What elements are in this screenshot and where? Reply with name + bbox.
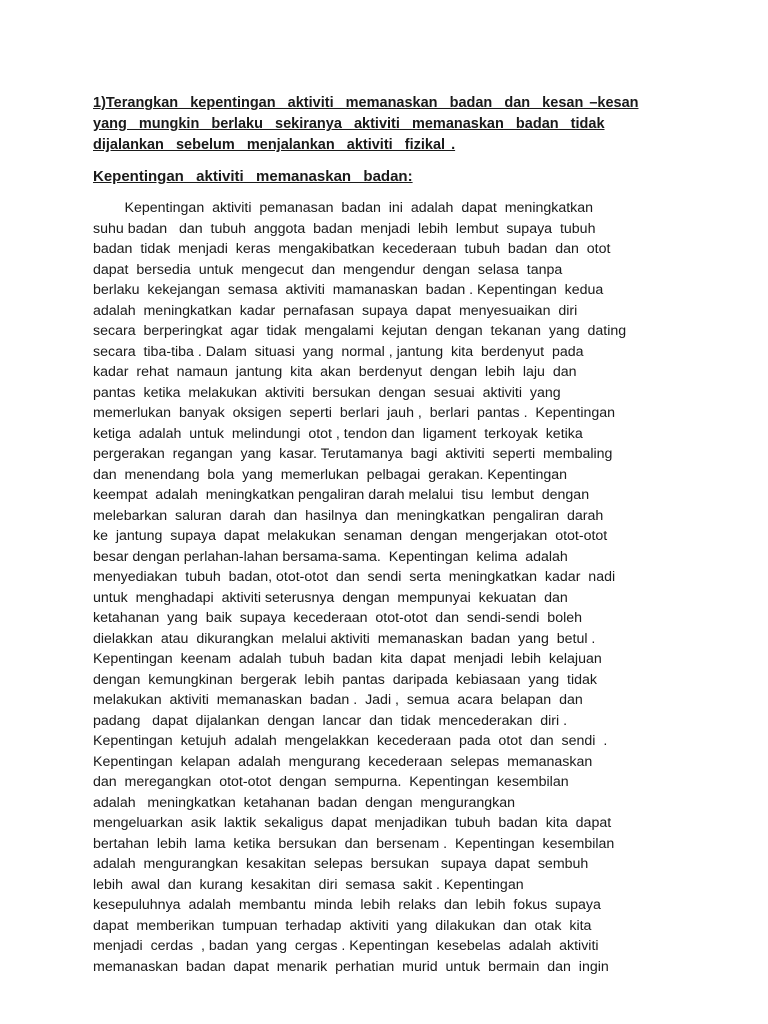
paragraph-line: Kepentingan aktiviti pemanasan badan ini adalah dapat meningkatkan xyxy=(93,200,594,216)
paragraph-line: Kepentingan ketujuh adalah mengelakkan kecederaan pada otot dan sendi . xyxy=(93,733,608,749)
paragraph-line: dan meregangkan otot-otot dengan sempurna. Kepentingan kesembilan xyxy=(93,774,569,790)
paragraph-line: ketiga adalah untuk melindungi otot , tendon dan ligament terkoyak ketika xyxy=(93,425,583,442)
paragraph-line: dan menendang bola yang memerlukan pelbagai gerakan. Kepentingan xyxy=(93,466,568,483)
paragraph-line: dielakkan atau dikurangkan melalui aktiviti memanaskan badan yang betul . xyxy=(93,630,596,647)
paragraph-line: adalah mengurangkan kesakitan selepas bersukan supaya dapat sembuh xyxy=(93,856,589,872)
paragraph-line: kesepuluhnya adalah membantu minda lebih relaks dan lebih fokus supaya xyxy=(93,897,601,913)
paragraph-line: padang dapat dijalankan dengan lancar dan tidak mencederakan diri . xyxy=(93,712,568,729)
paragraph-line: untuk menghadapi aktiviti seterusnya dengan mempunyai kekuatan dan xyxy=(93,589,568,606)
question-line: yang mungkin berlaku sekiranya aktiviti memanaskan badan tidak xyxy=(93,116,605,132)
paragraph-line: adalah meningkatkan kadar pernafasan supaya dapat menyesuaikan diri xyxy=(93,302,578,319)
paragraph-line: memerlukan banyak oksigen seperti berlari jauh , berlari pantas . Kepentingan xyxy=(93,405,616,421)
paragraph-line: besar dengan perlahan-lahan bersama-sama. Kepentingan kelima adalah xyxy=(93,548,568,565)
paragraph-line: pantas ketika melakukan aktiviti bersukan dengan sesuai aktiviti yang xyxy=(93,384,561,401)
paragraph-line: keempat adalah meningkatkan pengaliran darah melalui tisu lembut dengan xyxy=(93,487,590,503)
paragraph-line: dapat bersedia untuk mengecut dan mengendur dengan selasa tanpa xyxy=(93,261,563,278)
paragraph-line: berlaku kekejangan semasa aktiviti mamanaskan badan . Kepentingan kedua xyxy=(93,282,604,298)
body-paragraph xyxy=(93,198,683,977)
section-subheading: Kepentingan aktiviti memanaskan badan: xyxy=(93,168,413,185)
paragraph-line: menyediakan tubuh badan, otot-otot dan sendi serta meningkatkan kadar nadi xyxy=(93,569,616,585)
paragraph-line: Kepentingan keenam adalah tubuh badan kita dapat menjadi lebih kelajuan xyxy=(93,651,602,667)
paragraph-line: memanaskan badan dapat menarik perhatian murid untuk bermain dan ingin xyxy=(93,958,609,975)
paragraph-line: lebih awal dan kurang kesakitan diri semasa sakit . Kepentingan xyxy=(93,876,524,893)
paragraph-line: melakukan aktiviti memanaskan badan . Jadi , semua acara belapan dan xyxy=(93,692,583,708)
paragraph-line: dapat memberikan tumpuan terhadap aktiviti yang dilakukan dan otak kita xyxy=(93,917,592,934)
paragraph-line: ke jantung supaya dapat melakukan senaman dengan mengerjakan otot-otot xyxy=(93,528,608,544)
paragraph-line: dengan kemungkinan bergerak lebih pantas daripada kebiasaan yang tidak xyxy=(93,671,598,688)
paragraph-line: suhu badan dan tubuh anggota badan menjadi lebih lembut supaya tubuh xyxy=(93,220,596,237)
paragraph-line: Kepentingan kelapan adalah mengurang kecederaan selepas memanaskan xyxy=(93,753,593,770)
paragraph-line: melebarkan saluran darah dan hasilnya dan meningkatkan pengaliran darah xyxy=(93,507,604,524)
paragraph-line: mengeluarkan asik laktik sekaligus dapat menjadikan tubuh badan kita dapat xyxy=(93,815,612,831)
paragraph-line: secara berperingkat agar tidak mengalami kejutan dengan tekanan yang dating xyxy=(93,323,627,339)
paragraph-line: secara tiba-tiba . Dalam situasi yang normal , jantung kita berdenyut pada xyxy=(93,343,584,360)
paragraph-line: badan tidak menjadi keras mengakibatkan kecederaan tubuh badan dan otot xyxy=(93,241,611,257)
question-line: 1)Terangkan kepentingan aktiviti memanaskan badan dan kesan –kesan xyxy=(93,95,639,111)
question-heading xyxy=(93,93,683,156)
paragraph-line: kadar rehat namaun jantung kita akan berdenyut dengan lebih laju dan xyxy=(93,364,577,380)
paragraph-line: menjadi cerdas , badan yang cergas . Kepentingan kesebelas adalah aktiviti xyxy=(93,938,599,954)
paragraph-line: bertahan lebih lama ketika bersukan dan bersenam . Kepentingan kesembilan xyxy=(93,835,615,852)
question-line: dijalankan sebelum menjalankan aktiviti fizikal . xyxy=(93,137,456,153)
paragraph-line: adalah meningkatkan ketahanan badan dengan mengurangkan xyxy=(93,794,516,811)
paragraph-line: pergerakan regangan yang kasar. Terutamanya bagi aktiviti seperti membaling xyxy=(93,446,613,462)
paragraph-line: ketahanan yang baik supaya kecederaan otot-otot dan sendi-sendi boleh xyxy=(93,610,583,626)
